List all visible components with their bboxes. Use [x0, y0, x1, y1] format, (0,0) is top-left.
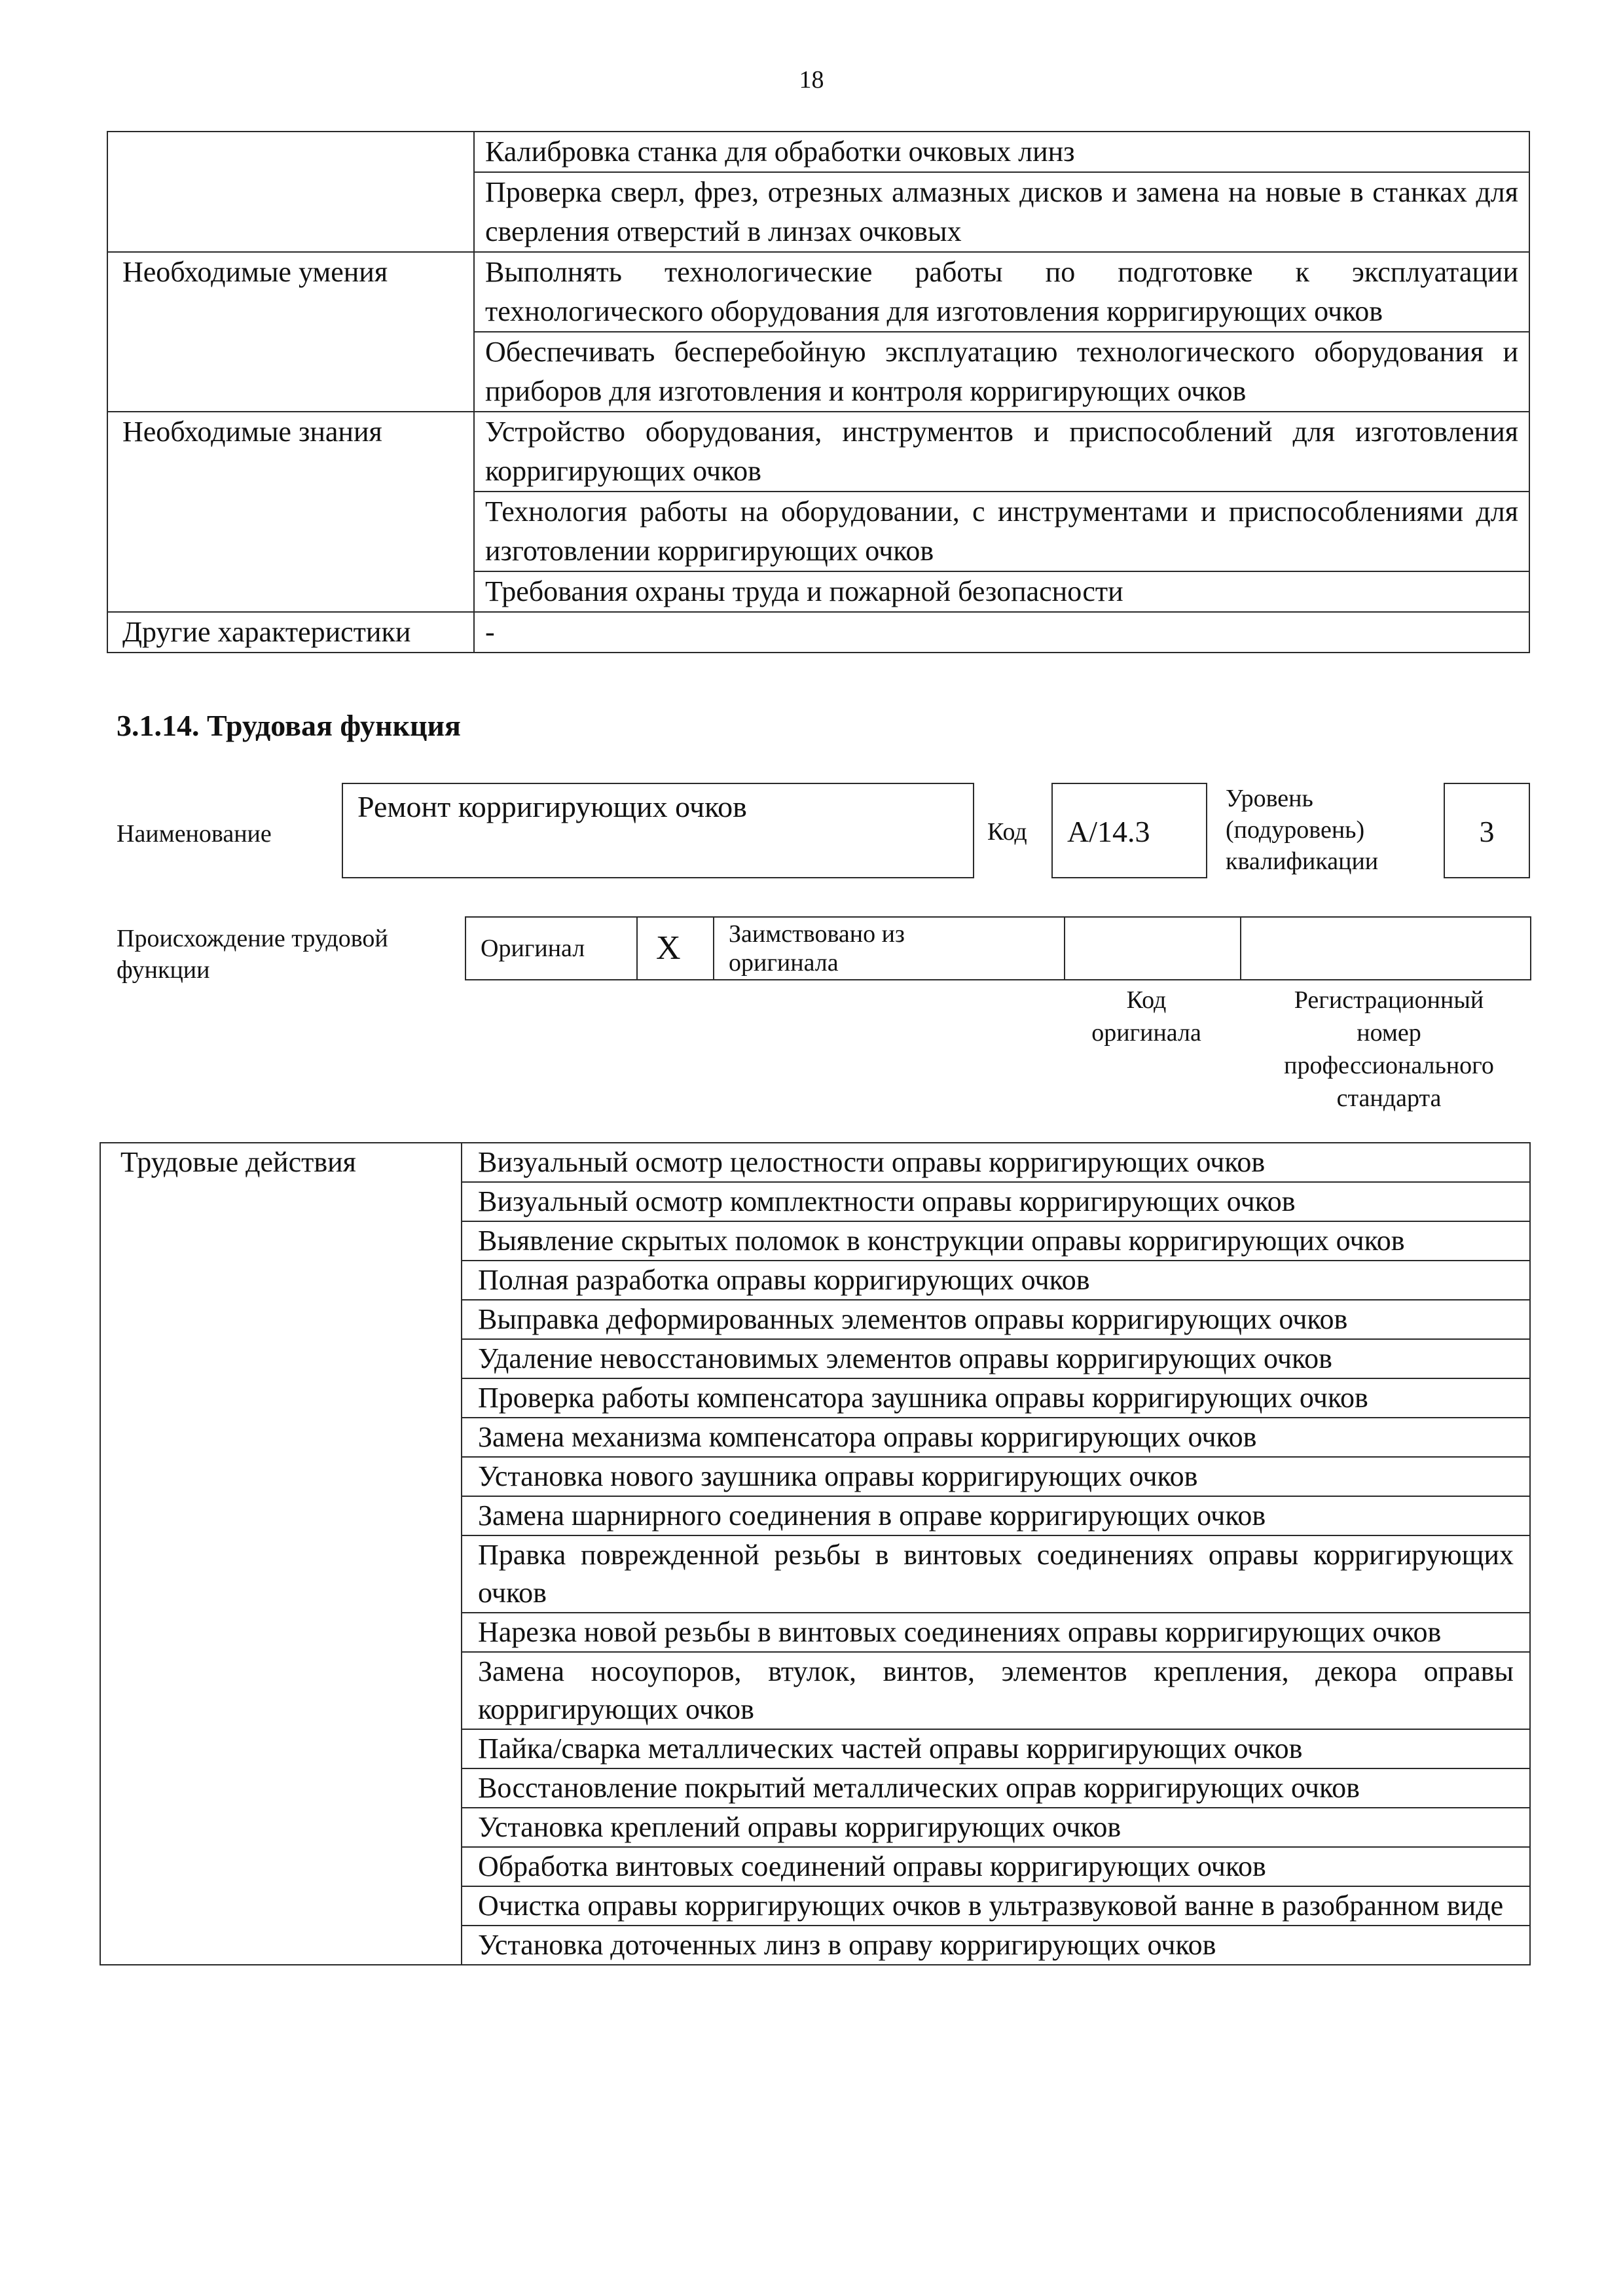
caption-line: оригинала	[1091, 1019, 1201, 1047]
code-original-caption	[1058, 984, 1235, 1049]
action-item: Нарезка новой резьбы в винтовых соединениях оправы корригирующих очков	[462, 1613, 1530, 1652]
action-item: Выявление скрытых поломок в конструкции оправы корригирующих очков	[462, 1221, 1530, 1261]
section-heading: 3.1.14. Трудовая функция	[117, 709, 461, 742]
function-name: Ремонт корригирующих очков	[342, 783, 974, 878]
knowledge-item: Требования охраны труда и пожарной безопасности	[474, 571, 1529, 612]
code-value: A/14.3	[1051, 783, 1207, 878]
borrowed-label	[714, 917, 1065, 980]
level-label-line: Уровень	[1226, 785, 1313, 812]
table-row	[107, 252, 1529, 332]
original-label: Оригинал	[465, 917, 637, 980]
level-label	[1226, 783, 1378, 877]
action-item: Очистка оправы корригирующих очков в ультразвуковой ванне в разобранном виде	[462, 1886, 1530, 1926]
empty-cell	[107, 132, 474, 252]
action-item: Визуальный осмотр комплектности оправы корригирующих очков	[462, 1182, 1530, 1221]
borrowed-line: Заимствовано из	[729, 920, 905, 948]
origin-table	[465, 916, 1531, 980]
level-value: 3	[1444, 783, 1530, 878]
caption-line: стандарта	[1336, 1085, 1442, 1112]
skill-item: Обеспечивать бесперебойную эксплуатацию технологического оборудования и приборов для изготовления и контроля корригирующих очков	[474, 332, 1529, 412]
caption-line: Код	[1126, 986, 1167, 1014]
skills-label: Необходимые умения	[107, 252, 474, 412]
table-row	[107, 132, 1529, 172]
knowledge-label: Необходимые знания	[107, 412, 474, 612]
action-item: Обработка винтовых соединений оправы корригирующих очков	[462, 1847, 1530, 1886]
action-item: Полная разработка оправы корригирующих очков	[462, 1261, 1530, 1300]
action-item: Установка нового заушника оправы корригирующих очков	[462, 1457, 1530, 1496]
requirements-table	[107, 131, 1530, 653]
action-item: Замена носоупоров, втулок, винтов, элементов крепления, декора оправы корригирующих очков	[462, 1652, 1530, 1729]
origin-label	[117, 923, 388, 986]
continued-item: Калибровка станка для обработки очковых линз	[474, 132, 1529, 172]
action-item: Пайка/сварка металлических частей оправы корригирующих очков	[462, 1729, 1530, 1768]
name-label: Наименование	[117, 820, 272, 848]
action-item: Замена шарнирного соединения в оправе корригирующих очков	[462, 1496, 1530, 1535]
code-label: Код	[987, 818, 1027, 846]
action-item: Визуальный осмотр целостности оправы корригирующих очков	[462, 1143, 1530, 1182]
action-item: Замена механизма компенсатора оправы корригирующих очков	[462, 1418, 1530, 1457]
borrowed-line: оригинала	[729, 949, 839, 977]
other-label: Другие характеристики	[107, 612, 474, 653]
action-item: Установка креплений оправы корригирующих очков	[462, 1808, 1530, 1847]
page-number: 18	[799, 66, 824, 94]
origin-label-line: функции	[117, 956, 210, 984]
registration-caption	[1248, 984, 1530, 1115]
registration-number-cell	[1241, 917, 1531, 980]
knowledge-item: Устройство оборудования, инструментов и приспособлений для изготовления корригирующих очков	[474, 412, 1529, 492]
action-item: Восстановление покрытий металлических оправ корригирующих очков	[462, 1768, 1530, 1808]
caption-line: профессионального	[1284, 1052, 1494, 1079]
table-row	[465, 917, 1531, 980]
other-value: -	[474, 612, 1529, 653]
action-item: Правка поврежденной резьбы в винтовых соединениях оправы корригирующих очков	[462, 1535, 1530, 1613]
original-mark: X	[637, 917, 714, 980]
skill-item: Выполнять технологические работы по подготовке к эксплуатации технологического оборудования для изготовления корригирующих очков	[474, 252, 1529, 332]
actions-table	[100, 1142, 1531, 1965]
origin-label-line: Происхождение трудовой	[117, 925, 388, 952]
table-row	[100, 1143, 1530, 1182]
caption-line: номер	[1357, 1019, 1421, 1047]
action-item: Проверка работы компенсатора заушника оправы корригирующих очков	[462, 1378, 1530, 1418]
level-label-line: (подуровень)	[1226, 816, 1365, 844]
table-row	[107, 612, 1529, 653]
caption-line: Регистрационный	[1294, 986, 1484, 1014]
actions-label: Трудовые действия	[100, 1143, 462, 1965]
level-label-line: квалификации	[1226, 848, 1379, 875]
action-item: Установка доточенных линз в оправу корригирующих очков	[462, 1926, 1530, 1965]
action-item: Выправка деформированных элементов оправы корригирующих очков	[462, 1300, 1530, 1339]
original-code-cell	[1065, 917, 1241, 980]
table-row	[107, 412, 1529, 492]
knowledge-item: Технология работы на оборудовании, с инструментами и приспособлениями для изготовлении корригирующих очков	[474, 492, 1529, 571]
continued-item: Проверка сверл, фрез, отрезных алмазных дисков и замена на новые в станках для сверления отверстий в линзах очковых	[474, 172, 1529, 252]
action-item: Удаление невосстановимых элементов оправы корригирующих очков	[462, 1339, 1530, 1378]
